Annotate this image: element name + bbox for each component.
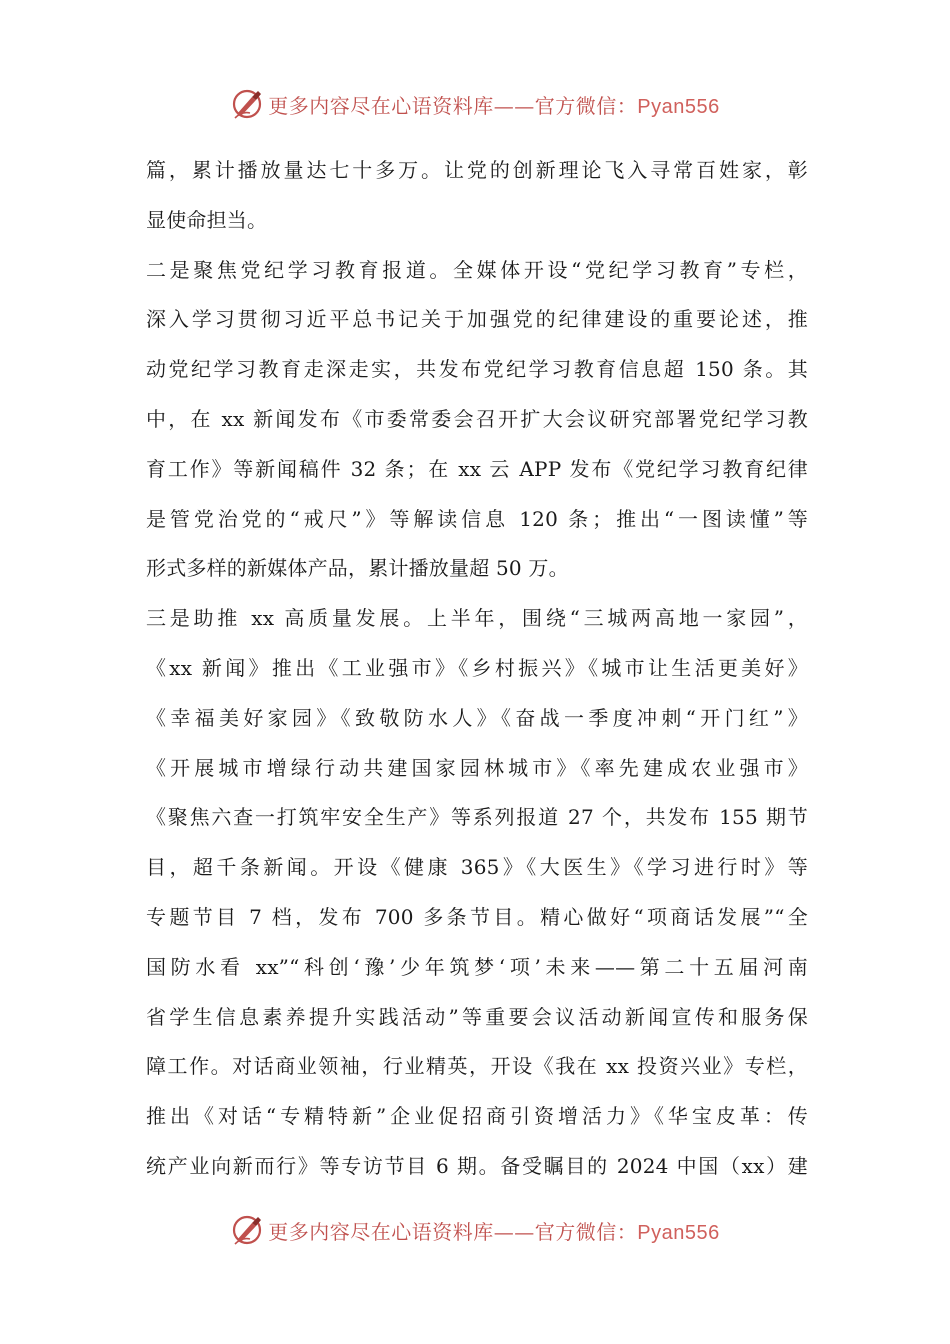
text-line: 《幸福美好家园》《致敬防水人》《奋战一季度冲刺“开门红”》 — [146, 705, 808, 730]
text-line: 显使命担当。 — [146, 207, 268, 232]
text-line: 二是聚焦党纪学习教育报道。全媒体开设“党纪学习教育”专栏， — [146, 257, 808, 282]
text-line: 障工作。对话商业领袖，行业精英，开设《我在 xx 投资兴业》专栏， — [146, 1054, 808, 1079]
banner-title: 更多内容尽在心语资料库 — [268, 1219, 494, 1244]
text-line: 《开展城市增绿行动共建国家园林城市》《率先建成农业强市》 — [146, 755, 808, 780]
text-line: 深入学习贯彻习近平总书记关于加强党的纪律建设的重要论述，推 — [146, 307, 808, 332]
text-line: 中，在 xx 新闻发布《市委常委会召开扩大会议研究部署党纪学习教 — [146, 406, 808, 431]
pen-circle-icon — [230, 1213, 264, 1247]
banner-title: 更多内容尽在心语资料库 — [268, 93, 494, 118]
text-line: 《xx 新闻》推出《工业强市》《乡村振兴》《城市让生活更美好》 — [146, 655, 808, 680]
wechat-label: 官方微信： — [534, 93, 638, 118]
wechat-label: 官方微信： — [534, 1219, 638, 1244]
document-body — [146, 146, 808, 1192]
text-line: 国防水看 xx”“科创‘豫’少年筑梦‘项’未来——第二十五届河南 — [146, 954, 808, 979]
text-line: 目，超千条新闻。开设《健康 365》《大医生》《学习进行时》等 — [146, 855, 808, 880]
footer-banner — [0, 1212, 950, 1248]
text-line: 推出《对话“专精特新”企业促招商引资增活力》《华宝皮革：传 — [146, 1104, 808, 1129]
text-line: 《聚焦六查一打筑牢安全生产》等系列报道 27 个，共发布 155 期节 — [146, 805, 808, 830]
text-line: 动党纪学习教育走深走实，共发布党纪学习教育信息超 150 条。其 — [146, 357, 808, 382]
text-line: 育工作》等新闻稿件 32 条；在 xx 云 APP 发布《党纪学习教育纪律 — [146, 456, 808, 481]
text-line: 专题节目 7 档，发布 700 多条节目。精心做好“项商话发展”“全 — [146, 904, 808, 929]
text-line: 篇，累计播放量达七十多万。让党的创新理论飞入寻常百姓家，彰 — [146, 158, 808, 182]
pen-circle-icon — [230, 87, 264, 121]
text-line: 统产业向新而行》等专访节目 6 期。备受瞩目的 2024 中国（xx）建 — [146, 1153, 808, 1178]
banner-separator: —— — [493, 1219, 535, 1244]
text-line: 是管党治党的“戒尺”》等解读信息 120 条；推出“一图读懂”等 — [146, 506, 808, 531]
wechat-id: Pyan556 — [637, 95, 720, 118]
wechat-id: Pyan556 — [637, 1221, 720, 1244]
text-line: 形式多样的新媒体产品，累计播放量超 50 万。 — [146, 556, 569, 581]
banner-separator: —— — [493, 93, 535, 118]
text-line: 三是助推 xx 高质量发展。上半年，围绕“三城两高地一家园”， — [146, 606, 808, 631]
header-banner — [0, 86, 950, 122]
text-line: 省学生信息素养提升实践活动”等重要会议活动新闻宣传和服务保 — [146, 1004, 808, 1029]
